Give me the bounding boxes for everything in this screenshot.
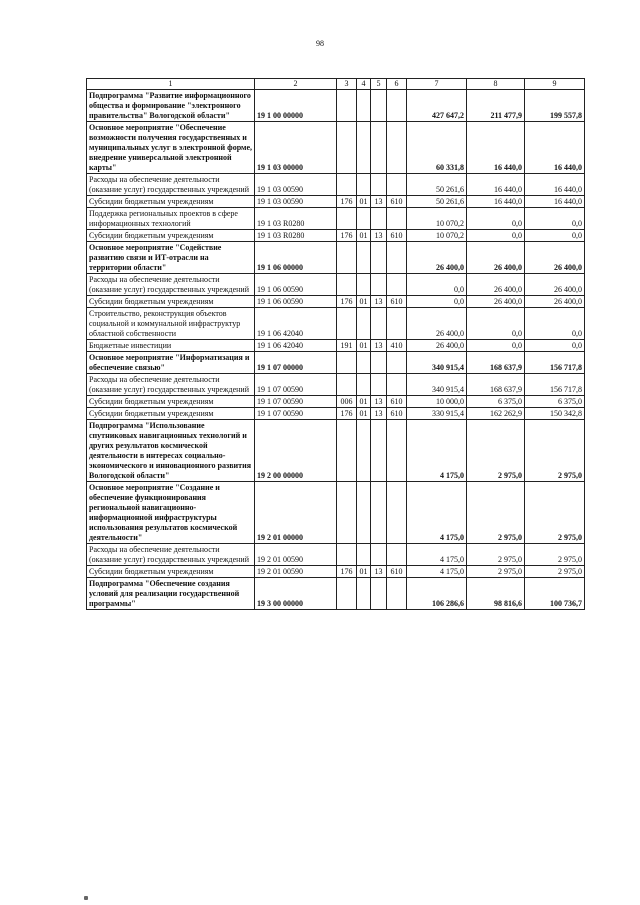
table-row xyxy=(87,174,585,196)
amount-col8-cell: 2 975,0 xyxy=(467,544,525,566)
amount-col8-cell: 16 440,0 xyxy=(467,122,525,174)
amount-col9-cell: 0,0 xyxy=(525,230,585,242)
amount-col7-cell: 60 331,8 xyxy=(407,122,467,174)
amount-col7-cell: 10 070,2 xyxy=(407,208,467,230)
col4-cell xyxy=(357,242,371,274)
classification-code-cell: 19 2 01 00590 xyxy=(255,544,337,566)
col4-cell xyxy=(357,420,371,482)
amount-col7-cell: 10 070,2 xyxy=(407,230,467,242)
row-name-cell: Субсидии бюджетным учреждениям xyxy=(87,396,255,408)
header-cell: 5 xyxy=(371,79,387,90)
row-name-cell: Основное мероприятие "Информатизация и обеспечение связью" xyxy=(87,352,255,374)
col3-cell xyxy=(337,482,357,544)
amount-col8-cell: 168 637,9 xyxy=(467,352,525,374)
classification-code-cell: 19 1 03 00000 xyxy=(255,122,337,174)
amount-col9-cell: 26 400,0 xyxy=(525,274,585,296)
amount-col9-cell: 0,0 xyxy=(525,340,585,352)
col6-cell xyxy=(387,544,407,566)
amount-col7-cell: 340 915,4 xyxy=(407,374,467,396)
table-row xyxy=(87,242,585,274)
classification-code-cell: 19 2 01 00590 xyxy=(255,566,337,578)
amount-col9-cell: 2 975,0 xyxy=(525,420,585,482)
page-number: 98 xyxy=(316,39,324,48)
col6-cell: 610 xyxy=(387,566,407,578)
header-cell: 7 xyxy=(407,79,467,90)
classification-code-cell: 19 1 07 00590 xyxy=(255,396,337,408)
amount-col7-cell: 4 175,0 xyxy=(407,420,467,482)
table-row xyxy=(87,90,585,122)
col6-cell xyxy=(387,578,407,610)
col5-cell xyxy=(371,122,387,174)
col6-cell xyxy=(387,374,407,396)
amount-col7-cell: 26 400,0 xyxy=(407,308,467,340)
col6-cell xyxy=(387,482,407,544)
amount-col8-cell: 16 440,0 xyxy=(467,196,525,208)
table-row xyxy=(87,420,585,482)
col3-cell xyxy=(337,208,357,230)
amount-col9-cell: 199 557,8 xyxy=(525,90,585,122)
col6-cell xyxy=(387,274,407,296)
col3-cell xyxy=(337,420,357,482)
classification-code-cell: 19 1 06 42040 xyxy=(255,340,337,352)
row-name-cell: Подпрограмма "Использование спутниковых навигационных технологий и других результатов космической деятельности в интересах социально-экономического и инновационного развития Вологодской области" xyxy=(87,420,255,482)
amount-col9-cell: 16 440,0 xyxy=(525,122,585,174)
col5-cell xyxy=(371,374,387,396)
col5-cell: 13 xyxy=(371,296,387,308)
col3-cell xyxy=(337,578,357,610)
col3-cell: 176 xyxy=(337,408,357,420)
col4-cell: 01 xyxy=(357,396,371,408)
amount-col7-cell: 50 261,6 xyxy=(407,174,467,196)
row-name-cell: Расходы на обеспечение деятельности (оказание услуг) государственных учреждений xyxy=(87,174,255,196)
col5-cell xyxy=(371,308,387,340)
amount-col7-cell: 26 400,0 xyxy=(407,242,467,274)
amount-col7-cell: 0,0 xyxy=(407,296,467,308)
col6-cell xyxy=(387,122,407,174)
amount-col7-cell: 50 261,6 xyxy=(407,196,467,208)
table-row xyxy=(87,308,585,340)
header-cell: 9 xyxy=(525,79,585,90)
header-cell: 8 xyxy=(467,79,525,90)
col3-cell xyxy=(337,242,357,274)
col6-cell xyxy=(387,174,407,196)
header-cell: 4 xyxy=(357,79,371,90)
row-name-cell: Поддержка региональных проектов в сфере информационных технологий xyxy=(87,208,255,230)
amount-col8-cell: 16 440,0 xyxy=(467,174,525,196)
col5-cell xyxy=(371,174,387,196)
row-name-cell: Субсидии бюджетным учреждениям xyxy=(87,230,255,242)
classification-code-cell: 19 1 06 00000 xyxy=(255,242,337,274)
col5-cell xyxy=(371,242,387,274)
budget-table xyxy=(86,78,585,610)
col3-cell xyxy=(337,308,357,340)
table-row xyxy=(87,274,585,296)
amount-col8-cell: 26 400,0 xyxy=(467,296,525,308)
col4-cell: 01 xyxy=(357,296,371,308)
col4-cell xyxy=(357,578,371,610)
amount-col8-cell: 211 477,9 xyxy=(467,90,525,122)
col6-cell xyxy=(387,352,407,374)
col3-cell: 176 xyxy=(337,296,357,308)
col4-cell xyxy=(357,374,371,396)
amount-col7-cell: 26 400,0 xyxy=(407,340,467,352)
amount-col9-cell: 156 717,8 xyxy=(525,352,585,374)
col3-cell xyxy=(337,90,357,122)
amount-col7-cell: 106 286,6 xyxy=(407,578,467,610)
amount-col7-cell: 10 000,0 xyxy=(407,396,467,408)
amount-col7-cell: 330 915,4 xyxy=(407,408,467,420)
col6-cell xyxy=(387,208,407,230)
amount-col9-cell: 2 975,0 xyxy=(525,544,585,566)
col5-cell: 13 xyxy=(371,396,387,408)
col4-cell xyxy=(357,90,371,122)
col5-cell xyxy=(371,578,387,610)
row-name-cell: Подпрограмма "Развитие информационного общества и формирование "электронного правительства" Вологодской области" xyxy=(87,90,255,122)
col6-cell: 410 xyxy=(387,340,407,352)
col6-cell xyxy=(387,90,407,122)
col5-cell xyxy=(371,352,387,374)
col4-cell: 01 xyxy=(357,408,371,420)
amount-col9-cell: 156 717,8 xyxy=(525,374,585,396)
amount-col9-cell: 0,0 xyxy=(525,308,585,340)
row-name-cell: Строительство, реконструкция объектов социальной и коммунальной инфраструктур областной собственности xyxy=(87,308,255,340)
classification-code-cell: 19 3 00 00000 xyxy=(255,578,337,610)
col3-cell xyxy=(337,122,357,174)
amount-col8-cell: 2 975,0 xyxy=(467,566,525,578)
col4-cell: 01 xyxy=(357,340,371,352)
col4-cell: 01 xyxy=(357,196,371,208)
col4-cell xyxy=(357,308,371,340)
amount-col8-cell: 0,0 xyxy=(467,208,525,230)
classification-code-cell: 19 2 00 00000 xyxy=(255,420,337,482)
classification-code-cell: 19 1 06 42040 xyxy=(255,308,337,340)
row-name-cell: Бюджетные инвестиции xyxy=(87,340,255,352)
row-name-cell: Субсидии бюджетным учреждениям xyxy=(87,296,255,308)
table-row xyxy=(87,122,585,174)
table-row xyxy=(87,296,585,308)
col4-cell xyxy=(357,352,371,374)
amount-col9-cell: 2 975,0 xyxy=(525,482,585,544)
col4-cell xyxy=(357,174,371,196)
row-name-cell: Субсидии бюджетным учреждениям xyxy=(87,566,255,578)
classification-code-cell: 19 1 03 00590 xyxy=(255,174,337,196)
col3-cell xyxy=(337,352,357,374)
classification-code-cell: 19 1 00 00000 xyxy=(255,90,337,122)
header-cell: 2 xyxy=(255,79,337,90)
classification-code-cell: 19 1 03 R0280 xyxy=(255,208,337,230)
table-row xyxy=(87,566,585,578)
col3-cell: 176 xyxy=(337,196,357,208)
row-name-cell: Основное мероприятие "Обеспечение возможности получения государственных и муниципальных услуг в электронной форме, внедрение универсальной электронной карты" xyxy=(87,122,255,174)
col5-cell xyxy=(371,274,387,296)
col5-cell: 13 xyxy=(371,196,387,208)
col5-cell xyxy=(371,208,387,230)
header-cell: 6 xyxy=(387,79,407,90)
col3-cell: 176 xyxy=(337,566,357,578)
col5-cell xyxy=(371,482,387,544)
amount-col9-cell: 26 400,0 xyxy=(525,242,585,274)
col6-cell: 610 xyxy=(387,196,407,208)
amount-col7-cell: 4 175,0 xyxy=(407,566,467,578)
amount-col8-cell: 168 637,9 xyxy=(467,374,525,396)
table-row xyxy=(87,352,585,374)
amount-col8-cell: 162 262,9 xyxy=(467,408,525,420)
col4-cell xyxy=(357,482,371,544)
classification-code-cell: 19 1 06 00590 xyxy=(255,274,337,296)
col5-cell xyxy=(371,544,387,566)
col6-cell: 610 xyxy=(387,396,407,408)
amount-col8-cell: 2 975,0 xyxy=(467,482,525,544)
amount-col8-cell: 0,0 xyxy=(467,340,525,352)
table-row xyxy=(87,408,585,420)
col3-cell xyxy=(337,174,357,196)
amount-col8-cell: 26 400,0 xyxy=(467,242,525,274)
amount-col9-cell: 100 736,7 xyxy=(525,578,585,610)
table-row xyxy=(87,340,585,352)
amount-col7-cell: 0,0 xyxy=(407,274,467,296)
amount-col8-cell: 2 975,0 xyxy=(467,420,525,482)
col3-cell: 006 xyxy=(337,396,357,408)
table-row xyxy=(87,482,585,544)
col4-cell xyxy=(357,208,371,230)
col4-cell: 01 xyxy=(357,566,371,578)
col6-cell: 610 xyxy=(387,230,407,242)
header-cell: 1 xyxy=(87,79,255,90)
col6-cell xyxy=(387,308,407,340)
table-row xyxy=(87,230,585,242)
amount-col7-cell: 340 915,4 xyxy=(407,352,467,374)
col6-cell: 610 xyxy=(387,408,407,420)
classification-code-cell: 19 1 07 00590 xyxy=(255,374,337,396)
col4-cell xyxy=(357,122,371,174)
col6-cell: 610 xyxy=(387,296,407,308)
amount-col8-cell: 26 400,0 xyxy=(467,274,525,296)
col5-cell: 13 xyxy=(371,340,387,352)
amount-col9-cell: 16 440,0 xyxy=(525,174,585,196)
amount-col8-cell: 0,0 xyxy=(467,230,525,242)
col3-cell xyxy=(337,274,357,296)
row-name-cell: Подпрограмма "Обеспечение создания условий для реализации государственной программы" xyxy=(87,578,255,610)
row-name-cell: Расходы на обеспечение деятельности (оказание услуг) государственных учреждений xyxy=(87,274,255,296)
table-row xyxy=(87,578,585,610)
amount-col9-cell: 0,0 xyxy=(525,208,585,230)
amount-col9-cell: 16 440,0 xyxy=(525,196,585,208)
amount-col9-cell: 2 975,0 xyxy=(525,566,585,578)
amount-col7-cell: 427 647,2 xyxy=(407,90,467,122)
col3-cell: 176 xyxy=(337,230,357,242)
col5-cell xyxy=(371,420,387,482)
classification-code-cell: 19 1 03 R0280 xyxy=(255,230,337,242)
col5-cell: 13 xyxy=(371,230,387,242)
classification-code-cell: 19 2 01 00000 xyxy=(255,482,337,544)
row-name-cell: Расходы на обеспечение деятельности (оказание услуг) государственных учреждений xyxy=(87,544,255,566)
table-row xyxy=(87,374,585,396)
amount-col8-cell: 0,0 xyxy=(467,308,525,340)
col4-cell: 01 xyxy=(357,230,371,242)
row-name-cell: Субсидии бюджетным учреждениям xyxy=(87,196,255,208)
scan-mark xyxy=(84,896,88,900)
amount-col8-cell: 98 816,6 xyxy=(467,578,525,610)
classification-code-cell: 19 1 03 00590 xyxy=(255,196,337,208)
table-row xyxy=(87,196,585,208)
header-cell: 3 xyxy=(337,79,357,90)
amount-col9-cell: 6 375,0 xyxy=(525,396,585,408)
amount-col8-cell: 6 375,0 xyxy=(467,396,525,408)
table-row xyxy=(87,544,585,566)
classification-code-cell: 19 1 07 00000 xyxy=(255,352,337,374)
col4-cell xyxy=(357,544,371,566)
header-row xyxy=(87,79,585,90)
col3-cell: 191 xyxy=(337,340,357,352)
col6-cell xyxy=(387,420,407,482)
col3-cell xyxy=(337,544,357,566)
col5-cell: 13 xyxy=(371,566,387,578)
row-name-cell: Субсидии бюджетным учреждениям xyxy=(87,408,255,420)
col3-cell xyxy=(337,374,357,396)
table-row xyxy=(87,208,585,230)
row-name-cell: Основное мероприятие "Содействие развитию связи и ИТ-отрасли на территории области" xyxy=(87,242,255,274)
row-name-cell: Расходы на обеспечение деятельности (оказание услуг) государственных учреждений xyxy=(87,374,255,396)
amount-col9-cell: 150 342,8 xyxy=(525,408,585,420)
amount-col7-cell: 4 175,0 xyxy=(407,482,467,544)
amount-col7-cell: 4 175,0 xyxy=(407,544,467,566)
classification-code-cell: 19 1 07 00590 xyxy=(255,408,337,420)
col4-cell xyxy=(357,274,371,296)
classification-code-cell: 19 1 06 00590 xyxy=(255,296,337,308)
col5-cell: 13 xyxy=(371,408,387,420)
row-name-cell: Основное мероприятие "Создание и обеспечение функционирования региональной навигационно-информационной инфраструктуры использования результатов космической деятельности" xyxy=(87,482,255,544)
amount-col9-cell: 26 400,0 xyxy=(525,296,585,308)
col6-cell xyxy=(387,242,407,274)
table-row xyxy=(87,396,585,408)
col5-cell xyxy=(371,90,387,122)
